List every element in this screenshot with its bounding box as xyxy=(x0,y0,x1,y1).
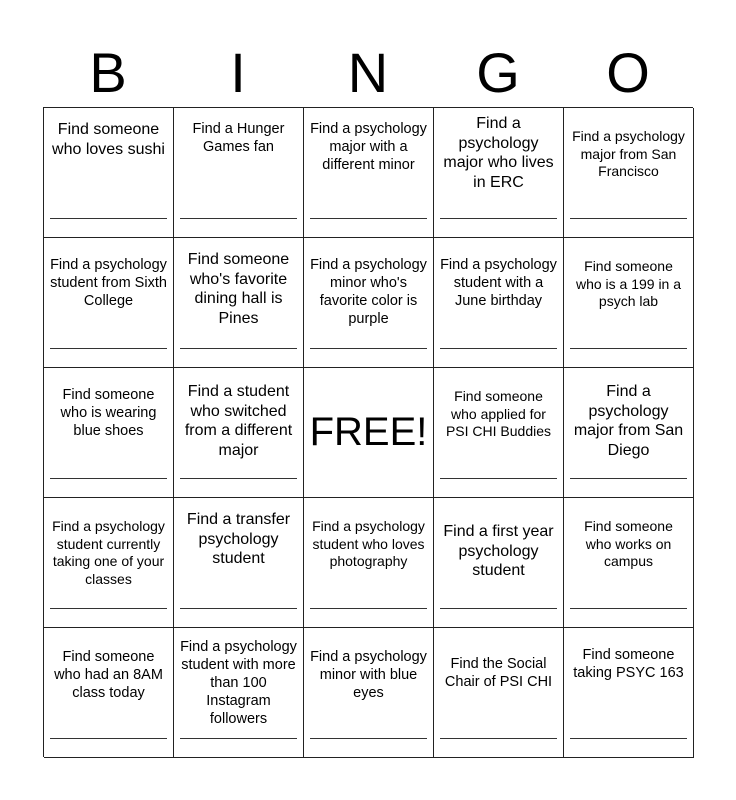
cell-prompt: Find someone who applied for PSI CHI Buddies xyxy=(445,388,552,439)
cell-prompt: Find a psychology major from San Francisco xyxy=(572,128,685,179)
bingo-cell[interactable] xyxy=(174,628,304,758)
signature-line xyxy=(310,738,427,739)
signature-line xyxy=(180,478,297,479)
header-letter-o: O xyxy=(606,41,650,104)
cell-prompt: Find a psychology major from San Diego xyxy=(573,383,684,459)
cell-prompt: Find someone who loves sushi xyxy=(52,121,165,158)
bingo-cell[interactable] xyxy=(304,238,434,368)
cell-prompt: Find a psychology minor who's favorite color is purple xyxy=(310,257,427,327)
cell-prompt: Find someone who had an 8AM class today xyxy=(54,649,163,701)
cell-prompt: Find someone who works on campus xyxy=(584,518,673,569)
signature-line xyxy=(50,608,167,609)
signature-line xyxy=(50,738,167,739)
bingo-cell[interactable] xyxy=(174,238,304,368)
bingo-cell[interactable] xyxy=(434,238,564,368)
signature-line xyxy=(440,218,557,219)
signature-line xyxy=(310,348,427,349)
signature-line xyxy=(310,608,427,609)
bingo-cell[interactable] xyxy=(304,498,434,628)
bingo-cell[interactable] xyxy=(44,368,174,498)
cell-prompt: Find a psychology student with more than 100 Instagram followers xyxy=(180,639,297,727)
bingo-cell[interactable] xyxy=(564,628,694,758)
cell-prompt: Find a psychology minor with blue eyes xyxy=(310,649,427,701)
cell-prompt: Find a student who switched from a different major xyxy=(184,383,293,459)
cell-prompt: Find a transfer psychology student xyxy=(186,511,291,567)
cell-prompt: Find a psychology major with a different minor xyxy=(310,121,427,173)
cell-prompt: Find someone who is a 199 in a psych lab xyxy=(575,258,682,309)
bingo-board xyxy=(43,107,693,757)
header-letter-n: N xyxy=(347,41,389,104)
cell-prompt: Find a psychology major who lives in ERC xyxy=(443,115,554,191)
cell-prompt: Find the Social Chair of PSI CHI xyxy=(444,656,553,690)
bingo-cell[interactable] xyxy=(304,628,434,758)
signature-line xyxy=(570,738,687,739)
bingo-cell[interactable] xyxy=(174,368,304,498)
signature-line xyxy=(180,608,297,609)
cell-prompt: Find a psychology student who loves photography xyxy=(312,518,425,569)
header-letter-i: I xyxy=(230,41,246,104)
bingo-cell[interactable] xyxy=(434,628,564,758)
bingo-cell[interactable] xyxy=(564,368,694,498)
bingo-cell[interactable] xyxy=(44,238,174,368)
signature-line xyxy=(50,348,167,349)
signature-line xyxy=(570,608,687,609)
bingo-cell[interactable] xyxy=(174,108,304,238)
cell-prompt: Find a psychology student with a June birthday xyxy=(440,257,557,309)
signature-line xyxy=(570,218,687,219)
bingo-cell[interactable] xyxy=(44,628,174,758)
bingo-cell[interactable] xyxy=(434,108,564,238)
bingo-cell[interactable] xyxy=(564,238,694,368)
signature-line xyxy=(440,608,557,609)
bingo-cell[interactable] xyxy=(564,108,694,238)
signature-line xyxy=(440,478,557,479)
bingo-cell[interactable] xyxy=(564,498,694,628)
bingo-cell[interactable] xyxy=(304,108,434,238)
signature-line xyxy=(50,218,167,219)
bingo-cell[interactable] xyxy=(44,498,174,628)
cell-prompt: Find a Hunger Games fan xyxy=(192,121,285,155)
cell-prompt: Find a first year psychology student xyxy=(443,523,554,579)
free-space[interactable] xyxy=(304,368,434,498)
bingo-cell[interactable] xyxy=(434,498,564,628)
cell-prompt: Find a psychology student currently taking one of your classes xyxy=(52,518,165,587)
signature-line xyxy=(50,478,167,479)
signature-line xyxy=(180,218,297,219)
signature-line xyxy=(180,738,297,739)
bingo-cell[interactable] xyxy=(44,108,174,238)
signature-line xyxy=(570,478,687,479)
header-letter-g: G xyxy=(476,41,520,104)
header-letter-b: B xyxy=(89,41,127,104)
free-space-label: FREE! xyxy=(309,410,428,454)
signature-line xyxy=(440,738,557,739)
cell-prompt: Find someone taking PSYC 163 xyxy=(573,647,684,681)
signature-line xyxy=(180,348,297,349)
cell-prompt: Find someone who's favorite dining hall is Pines xyxy=(187,251,290,327)
bingo-cell[interactable] xyxy=(434,368,564,498)
signature-line xyxy=(310,218,427,219)
bingo-cell[interactable] xyxy=(174,498,304,628)
cell-prompt: Find someone who is wearing blue shoes xyxy=(60,387,157,439)
cell-prompt: Find a psychology student from Sixth College xyxy=(50,257,167,309)
bingo-header xyxy=(43,40,693,106)
signature-line xyxy=(570,348,687,349)
signature-line xyxy=(440,348,557,349)
